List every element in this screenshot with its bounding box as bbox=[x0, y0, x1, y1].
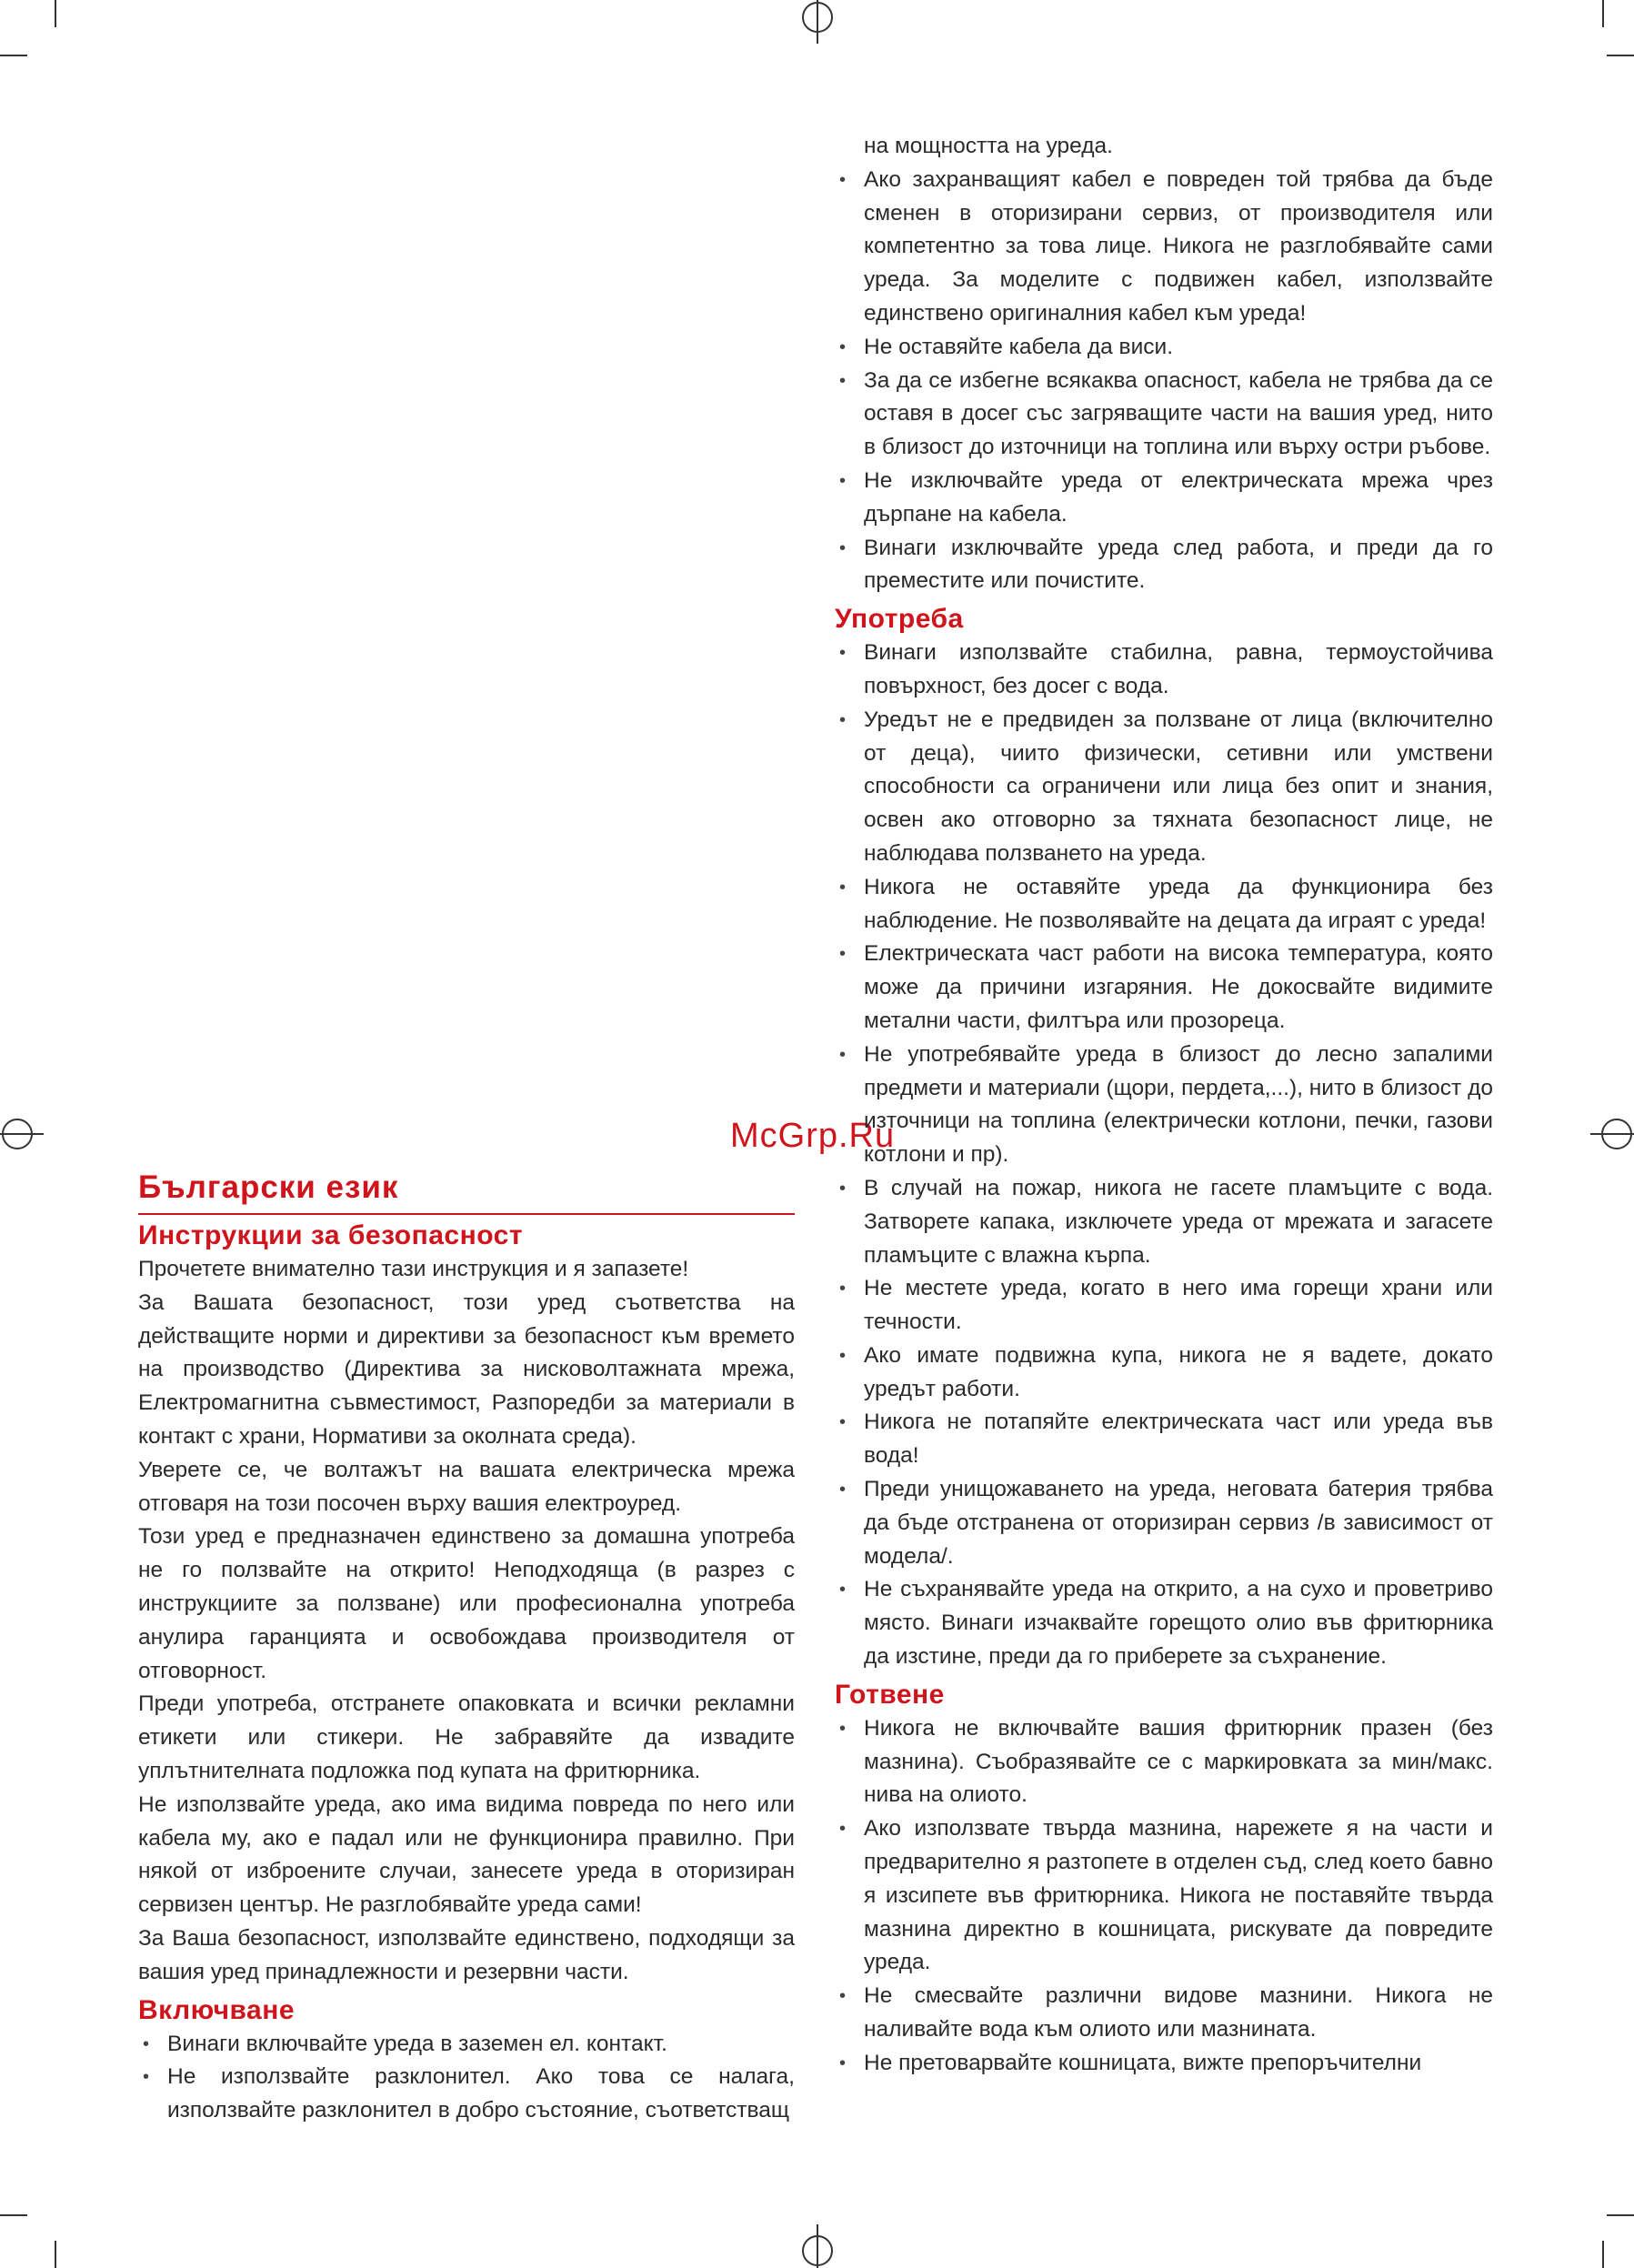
paragraph: Преди употреба, отстранете опаковката и всички рекламни етикети или стикери. Не забравяйте да извадите уплътнителната подложка под купата на фритюрника. bbox=[138, 1691, 795, 1783]
registration-line-top bbox=[817, 0, 818, 44]
language-title: Български език bbox=[138, 1169, 795, 1215]
list-item: • В случай на пожар, никога не гасете пламъците с вода. Затворете капака, изключете уреда от мрежата и загасете пламъците с влажна кърпа. bbox=[835, 1172, 1493, 1272]
cooking-list bbox=[835, 1712, 1493, 2081]
paragraph: Не използвайте уреда, ако има видима повреда по него или кабела му, ако е падал или не функционира правилно. При някой от изброените случаи, занесете уреда в оторизиран сервизен център. Не разглобявайте уреда сами! bbox=[138, 1791, 795, 1918]
safety-heading: Инструкции за безопасност bbox=[138, 1220, 524, 1250]
list-item: • Не употребявайте уреда в близост до лесно запалими предмети и материали (щори, пердета,...), нито в близост до източници на топлина (електрически котлони, печки, газови котлони и пр). bbox=[835, 1039, 1493, 1172]
paragraph: За Ваша безопасност, използвайте единствено, подходящи за вашия уред принадлежности и резервни части. bbox=[138, 1925, 795, 1984]
right-column bbox=[835, 130, 1493, 2081]
list-item: • Не оставяйте кабела да виси. bbox=[835, 331, 1493, 365]
usage-heading: Употреба bbox=[835, 604, 964, 635]
switch-on-list bbox=[138, 2028, 795, 2128]
list-item: • Никога не оставяйте уреда да функционира без наблюдение. Не позволявайте на децата да играят с уреда! bbox=[835, 871, 1493, 938]
list-item: • Ако захранващият кабел е повреден той трябва да бъде сменен в оторизирани сервиз, от производителя или компетентно за това лице. Никога не разглобявайте сами уреда. За моделите с подвижен кабел, използвайте единствено оригиналния кабел към уреда! bbox=[835, 164, 1493, 331]
paragraph: Прочетете внимателно тази инструкция и я запазете! bbox=[138, 1257, 689, 1281]
continuation-text: на мощността на уреда. bbox=[864, 134, 1113, 158]
paragraph: Този уред е предназначен единствено за домашна употреба не го ползвайте на открито! Неподходяща (в разрез с инструкциите за ползване) или професионална употреба анулира гаранцията и освобождава производителя от отговорност. bbox=[138, 1524, 795, 1683]
paragraph: Уверете се, че волтажът на вашата електрическа мрежа отговаря на този посочен върху вашия електроуред. bbox=[138, 1457, 795, 1516]
crop-mark-top-right bbox=[1602, 0, 1604, 27]
list-item: • Уредът не е предвиден за ползване от лица (включително от деца), чиито физически, сетивни или умствени способности са ограничени или лица без опит и знания, освен ако отговорно за тяхната безопасност лице, не наблюдава ползването на уреда. bbox=[835, 704, 1493, 871]
list-item: • Винаги включвайте уреда в заземен ел. контакт. bbox=[138, 2028, 795, 2062]
crop-mark-bottom-right bbox=[1602, 2241, 1604, 2268]
list-item: • Ако използвате твърда мазнина, нарежете я на части и предварително я разтопете в отделен съд, след което бавно я изсипете във фритюрника. Никога не поставяйте твърда мазнина директно в кошницата, рискувате да повредите уреда. bbox=[835, 1812, 1493, 1980]
list-item: • Електрическата част работи на висока температура, която може да причини изгаряния. Не докосвайте видимите метални части, филтъра или прозореца. bbox=[835, 938, 1493, 1038]
registration-line-bottom bbox=[817, 2224, 818, 2268]
list-item: • Никога не включвайте вашия фритюрник празен (без мазнина). Съобразявайте се с маркировката за мин/макс. нива на олиото. bbox=[835, 1712, 1493, 1812]
usage-list bbox=[835, 637, 1493, 1674]
registration-line-right bbox=[1590, 1133, 1634, 1135]
list-item: • Не местете уреда, когато в него има горещи храни или течности. bbox=[835, 1272, 1493, 1340]
list-item: • Винаги използвайте стабилна, равна, термоустойчива повърхност, без досег с вода. bbox=[835, 637, 1493, 704]
crop-mark-top-right-h bbox=[1607, 55, 1634, 56]
paragraph: За Вашата безопасност, този уред съответства на действащите норми и директиви за безопасност към времето на производство (Директива за нисковолтажната мрежа, Електромагнитна съвместимост, Разпоредби за материали в контакт с храни, Нормативи за околната среда). bbox=[138, 1290, 795, 1449]
watermark: McGrp.Ru bbox=[730, 1117, 896, 1155]
left-column bbox=[138, 1169, 795, 2128]
cooking-heading: Готвене bbox=[835, 1679, 945, 1710]
list-item: • Не съхранявайте уреда на открито, а на сухо и проветриво място. Винаги изчаквайте горещото олио във фритюрника да изстине, преди да го приберете за съхранение. bbox=[835, 1573, 1493, 1673]
crop-mark-bottom-right-h bbox=[1607, 2214, 1634, 2216]
power-cord-list bbox=[835, 164, 1493, 598]
crop-mark-bottom-left bbox=[55, 2241, 56, 2268]
list-item: • Не изключвайте уреда от електрическата мрежа чрез дърпане на кабела. bbox=[835, 465, 1493, 532]
crop-mark-top-left bbox=[55, 0, 56, 27]
registration-line-left bbox=[0, 1133, 44, 1135]
switch-on-heading: Включване bbox=[138, 1994, 296, 2025]
crop-mark-bottom-left-h bbox=[0, 2214, 27, 2216]
crop-mark-top-left-h bbox=[0, 55, 27, 56]
list-item: • Не използвайте разклонител. Ако това се налага, използвайте разклонител в добро състояние, съответстващ bbox=[138, 2061, 795, 2128]
list-item: • Никога не потапяйте електрическата част или уреда във вода! bbox=[835, 1406, 1493, 1473]
list-item: • Ако имате подвижна купа, никога не я вадете, докато уредът работи. bbox=[835, 1340, 1493, 1407]
list-item: • Не претоварвайте кошницата, вижте препоръчителни bbox=[835, 2047, 1493, 2081]
list-item: • Винаги изключвайте уреда след работа, и преди да го преместите или почистите. bbox=[835, 532, 1493, 599]
list-item: • Не смесвайте различни видове мазнини. Никога не наливайте вода към олиото или мазнината. bbox=[835, 1980, 1493, 2047]
list-item: • За да се избегне всякаква опасност, кабела не трябва да се оставя в досег със загряващите части на вашия уред, нито в близост до източници на топлина или върху остри ръбове. bbox=[835, 365, 1493, 465]
list-item: • Преди унищожаването на уреда, неговата батерия трябва да бъде отстранена от оторизиран сервиз /в зависимост от модела/. bbox=[835, 1473, 1493, 1573]
